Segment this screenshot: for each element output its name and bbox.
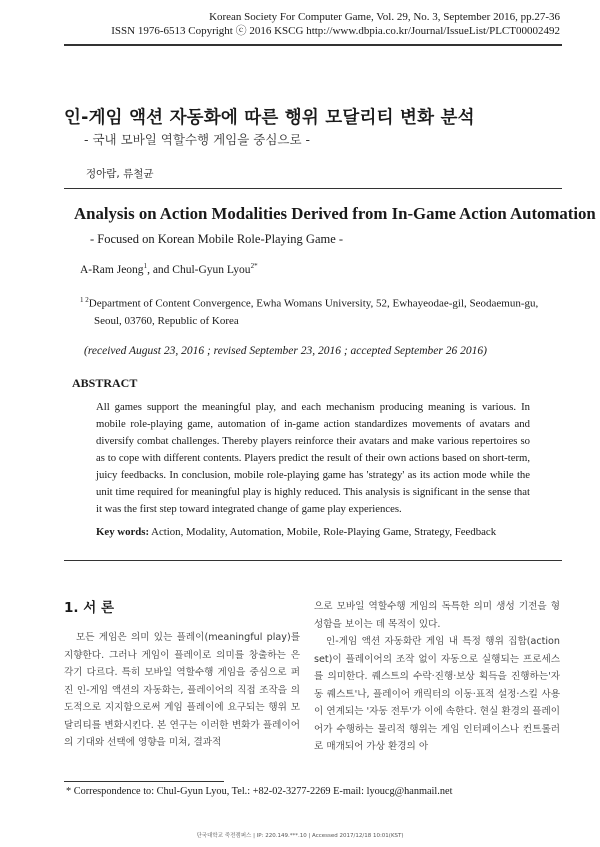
affiliation-line2: Seoul, 03760, Republic of Korea	[94, 314, 239, 327]
header-rule	[64, 44, 562, 46]
journal-header-line2: ISSN 1976-6513 Copyright ⓒ 2016 KSCG http://www.dbpia.co.kr/Journal/IssueList/PLCT00002492	[111, 25, 560, 37]
affiliation	[80, 292, 540, 330]
right-column	[314, 598, 560, 756]
access-stamp: 단국대학교 죽전캠퍼스 | IP: 220.149.***.10 | Accessed 2017/12/18 10:01(KST)	[196, 833, 404, 839]
author1-sup: 1	[143, 262, 148, 270]
section-heading: 1. 서 론	[64, 600, 115, 616]
author-joiner: , and	[147, 263, 173, 276]
author1: A-Ram Jeong	[80, 263, 144, 276]
english-title: Analysis on Action Modalities Derived from In-Game Action Automation	[74, 204, 596, 223]
korean-title: 인-게임 액션 자동화에 따른 행위 모달리티 변화 분석	[64, 108, 475, 128]
english-authors	[80, 262, 258, 276]
right-paragraph-1: 으로 모바일 역할수행 게임의 독특한 의미 생성 기전을 형성함을 보이는 데 목적이 있다.	[314, 601, 560, 630]
abstract-rule	[64, 560, 562, 561]
keywords	[96, 526, 496, 538]
left-paragraph: 모든 게임은 의미 있는 플레이(meaningful play)를 지향한다. 그러나 게임이 플레이로 의미를 창출하는 은 각기 다르다. 특히 모바일 역할수행 게임을 중심으로 퍼진 인-게임 액션의 자동화는, 플레이어의 직접 조작을 의도적으로 지지함으로써 게임 플레이에 요구되는 행위 모달리티를 변화시킨다. 본 연구는 이러한 변화가 플레이어의 기대와 선택에 영향을 미쳐, 결과적	[64, 632, 300, 748]
korean-subtitle: - 국내 모바일 역할수행 게임을 중심으로 -	[84, 132, 311, 147]
keywords-label: Key words:	[96, 526, 150, 538]
footnote-rule	[64, 781, 224, 782]
keywords-text: Action, Modality, Automation, Mobile, Role-Playing Game, Strategy, Feedback	[149, 526, 497, 538]
abstract-text: All games support the meaningful play, and each mechanism producing meaning is various. In mobile role-playing game, automation of in-game action standardizes movements of avatars and diversify combat challenges. Thereby players reinforce their avatars and make various repertoires so as to cope with different contents. Players predict the result of their own actions based on short-term, juicy feedbacks. In conclusion, mobile role-playing game has 'strategy' as its action mode while the unit time required for meaningful play is highly reduced. This analysis is significant in the sense that it was the first step toward integrated change of game play experiences.	[96, 401, 530, 515]
received-dates: (received August 23, 2016 ; revised September 23, 2016 ; accepted September 26 2016)	[84, 345, 487, 357]
author2-sup: 2*	[250, 262, 258, 270]
title-rule	[64, 188, 562, 189]
english-subtitle: - Focused on Korean Mobile Role-Playing Game -	[90, 232, 344, 246]
right-paragraph-2: 인-게임 액션 자동화란 게임 내 특정 행위 집합(action set)이 플레이어의 조작 없이 자동으로 실행되는 프로세스를 의미한다. 퀘스트의 수락·진행·보상 획득을 진행하는'자동 퀘스트'나, 플레이어 캐릭터의 이동·표적 설정·스킬 사용이 연계되는 '자동 전투'가 이에 속한다. 현실 환경의 플레이어가 수행하는 물리적 행위는 게임 인터페이스나 컨트롤러로 매개되어 가상 환경의 아	[314, 636, 560, 752]
left-column	[64, 629, 300, 752]
korean-authors: 정아람, 류철균	[86, 168, 154, 180]
correspondence-footnote: * Correspondence to: Chul-Gyun Lyou, Tel.: +82-02-3277-2269 E-mail: lyoucg@hanmail.net	[66, 786, 453, 797]
author2: Chul-Gyun Lyou	[172, 263, 251, 276]
affiliation-sup: 1 2	[80, 296, 89, 304]
affiliation-line1: Department of Content Convergence, Ewha Womans University, 52, Ewhayeodae-gil, Seodaemun-gu,	[88, 297, 539, 310]
abstract-heading: ABSTRACT	[72, 376, 138, 390]
journal-header-line1: Korean Society For Computer Game, Vol. 29, No. 3, September 2016, pp.27-36	[209, 11, 560, 23]
